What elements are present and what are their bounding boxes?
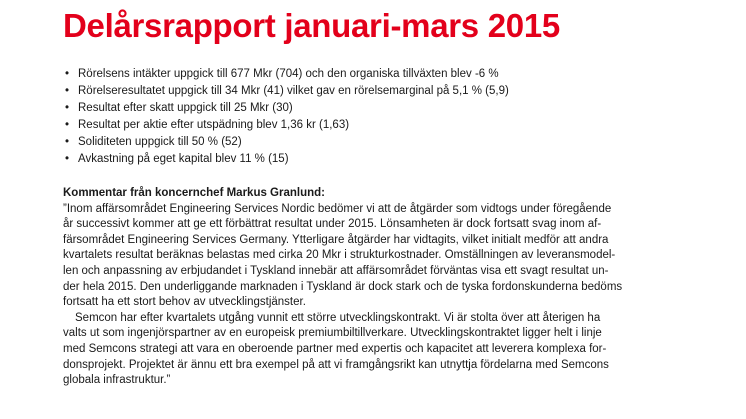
comment-heading: Kommentar från koncernchef Markus Granlund: [63, 187, 325, 199]
list-item-text: Soliditeten uppgick till 50 % (52) [78, 136, 242, 148]
list-item [63, 83, 509, 100]
text-line: len och anpassning av erbjudandet i Tyskland innebär att affärsområdet förväntas visa ett svagt resultat un- [63, 264, 609, 277]
list-item [63, 134, 509, 151]
text-line: der hela 2015. Den underliggande marknaden i Tyskland är dock stark och de tyska fordonskunderna bedöms [63, 280, 623, 293]
text-line: ”Inom affärsområdet Engineering Services Nordic bedömer vi att de åtgärder som vidtogs under föregående [63, 202, 612, 215]
list-item-text: Resultat per aktie efter utspädning blev 1,36 kr (1,63) [78, 119, 350, 131]
text-line: Semcon har efter kvartalets utgång vunnit ett större utvecklingskontrakt. Vi är stolta över att återigen ha [75, 311, 601, 324]
text-line: kvartalets resultat beräknas belastas med cirka 20 Mkr i strukturkostnader. Omställningen av leveransmodel- [63, 249, 616, 262]
list-item [63, 117, 509, 134]
text-line: färsområdet Engineering Services Germany. Ytterligare åtgärder har vidtagits, vilket initialt medför att andra [63, 233, 609, 246]
bullet-icon: • [65, 85, 70, 97]
comment-paragraph-2 [63, 311, 685, 389]
list-item-text: Rörelseresultatet uppgick till 34 Mkr (41) vilket gav en rörelsemarginal på 5,1 % (5,9) [78, 85, 509, 97]
text-line: globala infrastruktur.” [63, 374, 171, 387]
bullet-icon: • [65, 153, 70, 165]
list-item [63, 151, 509, 168]
list-item-text: Rörelsens intäkter uppgick till 677 Mkr (704) och den organiska tillväxten blev -6 % [78, 68, 499, 80]
list-item-text: Avkastning på eget kapital blev 11 % (15) [78, 153, 289, 165]
bullet-icon: • [65, 136, 70, 148]
text-line: fortsatt ha ett stort behov av utvecklingstjänster. [63, 296, 306, 309]
text-line: med Semcons strategi att vara en oberoende partner med expertis och kapacitet att leverera komplexa for- [63, 342, 607, 355]
list-item [63, 66, 509, 83]
ceo-comment [63, 186, 685, 389]
bullet-icon: • [65, 119, 70, 131]
text-line: år successivt kommer att ge ett förbättrat resultat under 2015. Lönsamheten är dock fortsatt svag inom af- [63, 218, 602, 231]
list-item-text: Resultat efter skatt uppgick till 25 Mkr (30) [78, 102, 293, 114]
text-line: donsprojekt. Projektet är ännu ett bra exempel på att vi framgångsrikt kan utnyttja fördelarna med Semcons [63, 358, 609, 371]
bullet-icon: • [65, 102, 70, 114]
list-item [63, 100, 509, 117]
key-figures-list [63, 66, 509, 168]
comment-paragraph-1 [63, 202, 685, 311]
page-title: Delårsrapport januari-mars 2015 [63, 7, 560, 44]
text-line: valts ut som ingenjörspartner av en europeisk premiumbiltillverkare. Utvecklingskontraktet ligger helt i linje [63, 327, 602, 340]
bullet-icon: • [65, 68, 70, 80]
